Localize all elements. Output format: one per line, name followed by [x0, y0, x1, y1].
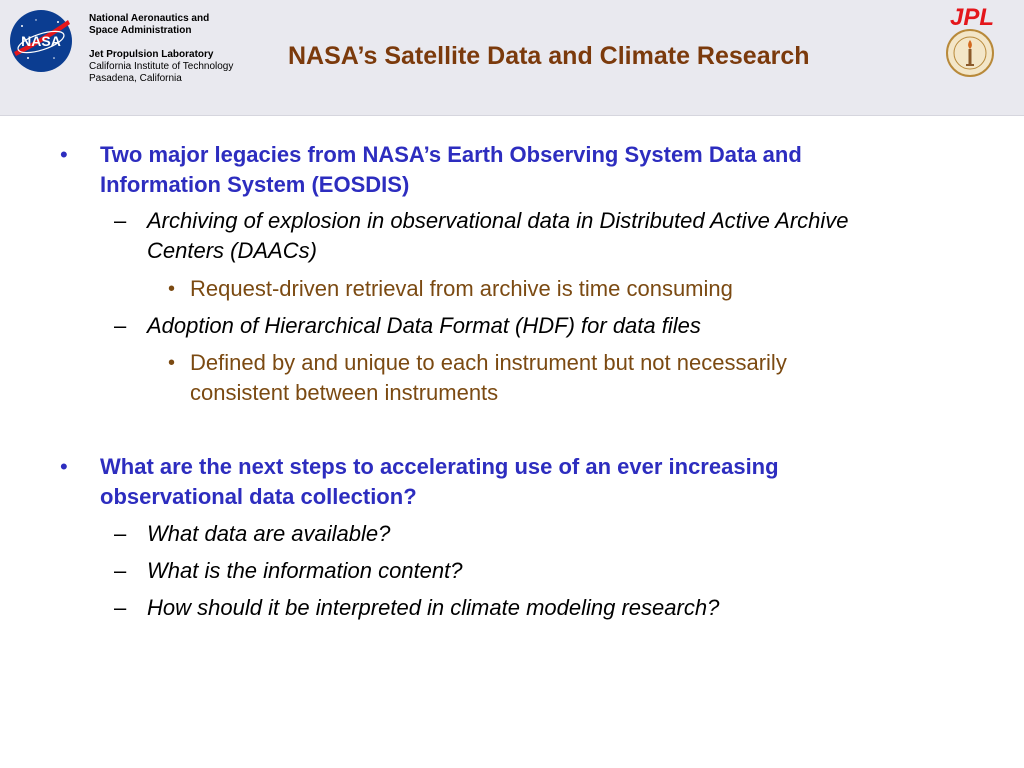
bullet2-sub1: What data are available?: [147, 521, 391, 546]
svg-text:NASA: NASA: [21, 33, 61, 49]
dash-marker: –: [114, 208, 127, 233]
slide-title: NASA’s Satellite Data and Climate Research: [288, 42, 810, 70]
bullet1-sub1-point: Request-driven retrieval from archive is time consuming: [190, 276, 733, 301]
bullet2-sub3: How should it be interpreted in climate modeling research?: [147, 595, 720, 620]
dash-marker: –: [114, 313, 127, 338]
dash-marker: –: [114, 558, 127, 583]
bullet-marker: •: [168, 278, 176, 300]
bullet1-sub1-line1: Archiving of explosion in observational data in Distributed Active Archive: [147, 208, 849, 233]
bullet-marker: •: [60, 142, 68, 167]
bullet1-sub1-line2: Centers (DAACs): [147, 238, 317, 263]
bullet2-line1: What are the next steps to accelerating use of an ever increasing: [100, 454, 779, 479]
bullet2-line2: observational data collection?: [100, 484, 417, 509]
bullet1-line2: Information System (EOSDIS): [100, 172, 410, 197]
bullet1-line1: Two major legacies from NASA’s Earth Observing System Data and: [100, 142, 802, 167]
svg-text:JPL: JPL: [949, 4, 995, 28]
bullet1-sub2-point-line1: Defined by and unique to each instrument but not necessarily: [190, 350, 787, 375]
dash-marker: –: [114, 521, 127, 546]
bullet-marker: •: [60, 454, 68, 479]
org-name-line1: National Aeronautics and: [89, 13, 210, 24]
org-name-line2: Space Administration: [89, 25, 192, 36]
bullet2-sub2: What is the information content?: [147, 558, 463, 583]
lab-name: Jet Propulsion Laboratory: [89, 49, 214, 60]
institute-name: California Institute of Technology: [89, 61, 234, 72]
bullet1-sub2: Adoption of Hierarchical Data Format (HDF) for data files: [147, 313, 701, 338]
bullet1-sub2-point-line2: consistent between instruments: [190, 380, 499, 405]
bullet-marker: •: [168, 352, 176, 374]
location-text: Pasadena, California: [89, 73, 182, 84]
dash-marker: –: [114, 595, 127, 620]
